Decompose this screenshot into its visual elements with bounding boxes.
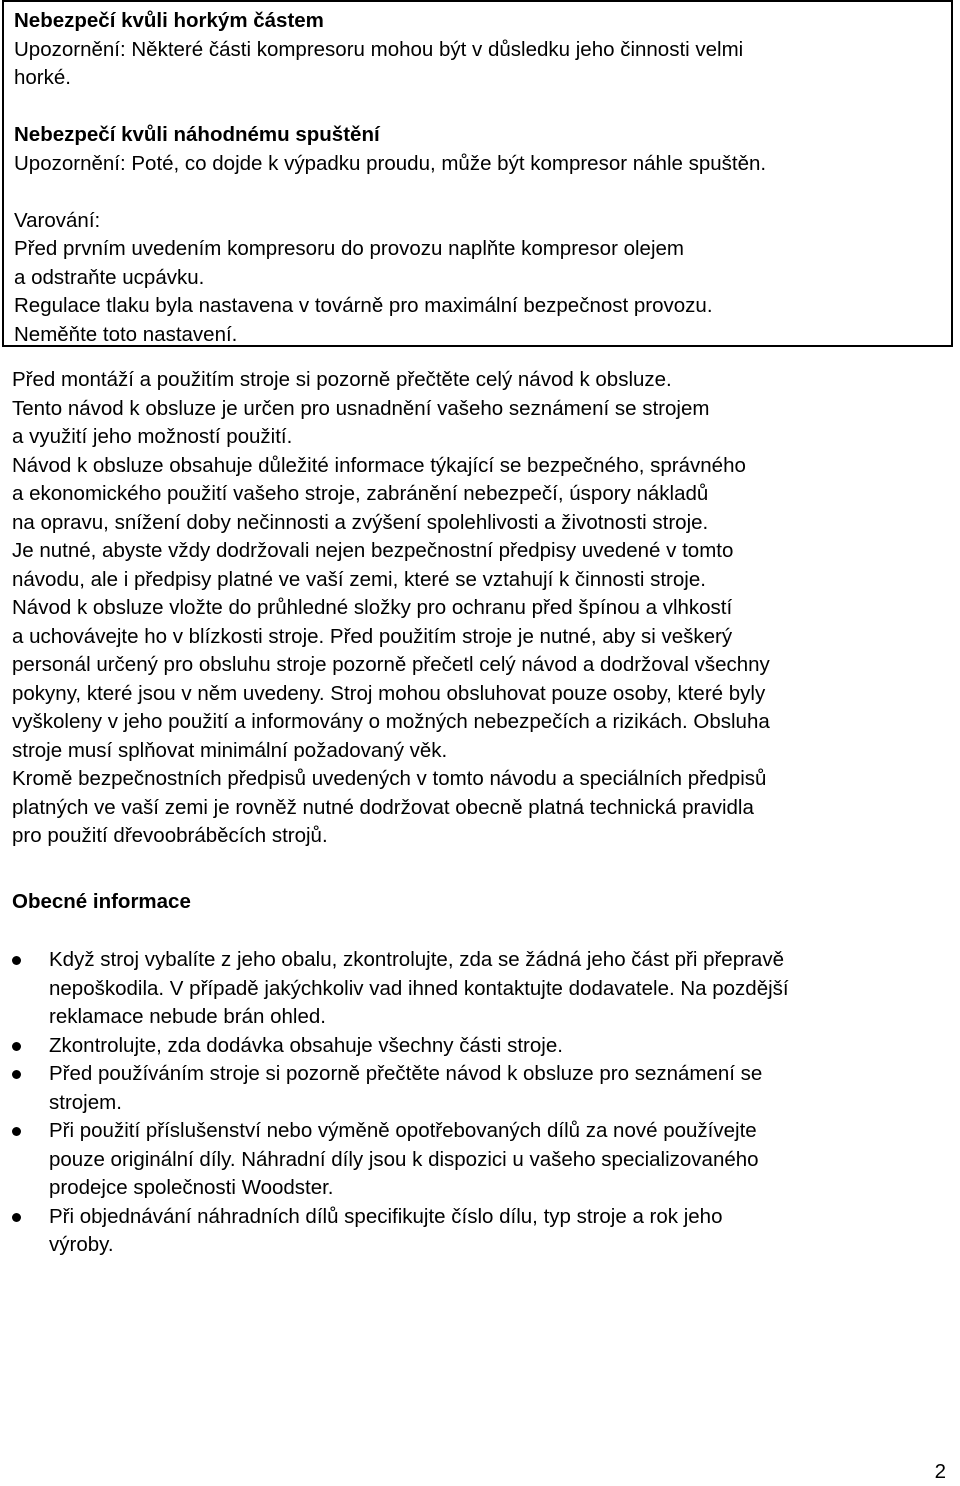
hot-parts-title: Nebezpečí kvůli horkým částem (14, 9, 324, 32)
intro-line: Návod k obsluze obsahuje důležité informace týkající se bezpečného, správného (12, 453, 746, 477)
intro-line: a uchovávejte ho v blízkosti stroje. Před použitím stroje je nutné, aby si veškerý (12, 624, 733, 648)
list-item-line: strojem. (49, 1090, 122, 1114)
bullet-icon (12, 1213, 21, 1222)
page-number: 2 (934, 1460, 946, 1483)
intro-line: Před montáží a použitím stroje si pozorně přečtěte celý návod k obsluze. (12, 368, 672, 391)
intro-line: Tento návod k obsluze je určen pro usnadnění vašeho seznámení se strojem (12, 396, 710, 420)
list-item-line: Když stroj vybalíte z jeho obalu, zkontrolujte, zda se žádná jeho část při přepravě (49, 948, 784, 971)
warning-line-3: Regulace tlaku byla nastavena v továrně pro maximální bezpečnost provozu. (14, 294, 713, 317)
intro-line: stroje musí splňovat minimální požadovaný věk. (12, 738, 448, 762)
intro-line: a ekonomického použití vašeho stroje, zabránění nebezpečí, úspory nákladů (12, 482, 709, 505)
intro-paragraph (12, 366, 952, 851)
safety-warning-box (2, 0, 953, 347)
general-info-list (0, 946, 960, 1260)
list-item-line: nepoškodila. V případě jakýchkoliv vad ihned kontaktujte dodavatele. Na pozdější (49, 976, 789, 1000)
intro-line: pokyny, které jsou v něm uvedeny. Stroj mohou obsluhovat pouze osoby, které byly (12, 681, 766, 705)
list-item-line: reklamace nebude brán ohled. (49, 1005, 326, 1028)
list-item-line: pouze originální díly. Náhradní díly jsou k dispozici u vašeho specializovaného (49, 1147, 759, 1171)
hot-parts-line-2: horké. (14, 66, 71, 89)
intro-line: pro použití dřevoobráběcích strojů. (12, 824, 328, 847)
list-item-line: prodejce společnosti Woodster. (49, 1176, 334, 1199)
accidental-start-title: Nebezpečí kvůli náhodnému spuštění (14, 123, 380, 146)
bullet-icon (12, 1127, 21, 1136)
intro-line: Je nutné, abyste vždy dodržovali nejen bezpečnostní předpisy uvedené v tomto (12, 539, 734, 562)
list-item-line: Zkontrolujte, zda dodávka obsahuje všechny části stroje. (49, 1033, 563, 1057)
list-item-line: Před používáním stroje si pozorně přečtěte návod k obsluze pro seznámení se (49, 1062, 763, 1085)
bullet-icon (12, 1070, 21, 1079)
intro-line: personál určený pro obsluhu stroje pozorně přečetl celý návod a dodržoval všechny (12, 653, 770, 676)
warning-line-1: Před prvním uvedením kompresoru do provozu naplňte kompresor olejem (14, 237, 684, 260)
spacer (14, 93, 941, 122)
intro-line: a využití jeho možností použití. (12, 425, 293, 448)
list-item-line: výroby. (49, 1233, 114, 1256)
list-item (0, 1032, 960, 1061)
intro-line: vyškoleny v jeho použití a informovány o možných nebezpečích a rizikách. Obsluha (12, 710, 770, 733)
bullet-icon (12, 1042, 21, 1051)
list-item (0, 1060, 960, 1117)
list-item-line: Při použití příslušenství nebo výměně opotřebovaných dílů za nové používejte (49, 1119, 757, 1142)
bullet-icon (12, 956, 21, 965)
intro-line: Návod k obsluze vložte do průhledné složky pro ochranu před špínou a vlhkostí (12, 596, 733, 619)
intro-line: na opravu, snížení doby nečinnosti a zvýšení spolehlivosti a životnosti stroje. (12, 510, 709, 534)
warning-title: Varování: (14, 208, 101, 232)
hot-parts-line-1: Upozornění: Některé části kompresoru mohou být v důsledku jeho činnosti velmi (14, 37, 744, 61)
intro-line: návodu, ale i předpisy platné ve vaší zemi, které se vztahují k činnosti stroje. (12, 567, 706, 591)
intro-line: platných ve vaší zemi je rovněž nutné dodržovat obecně platná technická pravidla (12, 795, 754, 819)
warning-line-2: a odstraňte ucpávku. (14, 265, 205, 289)
intro-line: Kromě bezpečnostních předpisů uvedených v tomto návodu a speciálních předpisů (12, 767, 767, 790)
warning-line-4: Neměňte toto nastavení. (14, 322, 238, 346)
list-item (0, 1203, 960, 1260)
spacer (14, 178, 941, 207)
general-info-heading: Obecné informace (12, 890, 191, 913)
accidental-start-line-1: Upozornění: Poté, co dojde k výpadku proudu, může být kompresor náhle spuštěn. (14, 151, 767, 175)
list-item (0, 1117, 960, 1203)
list-item-line: Při objednávání náhradních dílů specifikujte číslo dílu, typ stroje a rok jeho (49, 1204, 723, 1228)
list-item (0, 946, 960, 1032)
